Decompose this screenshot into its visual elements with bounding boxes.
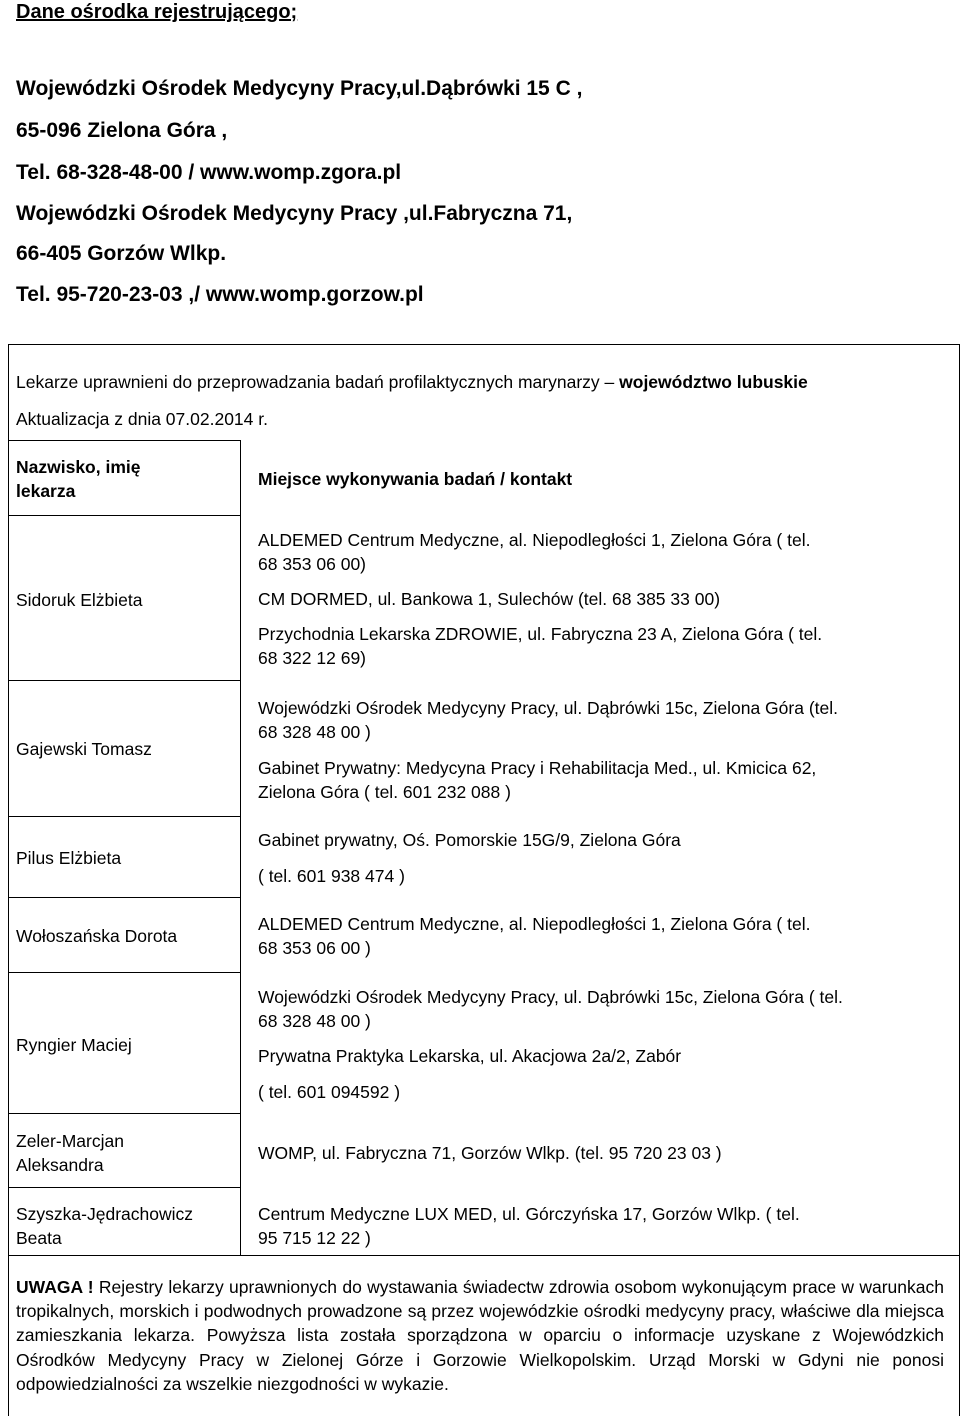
place-line: 68 328 48 00 ) [258, 722, 371, 742]
place-entry [258, 828, 681, 852]
intro-text: Lekarze uprawnieni do przeprowadzania badań profilaktycznych marynarzy [16, 372, 600, 392]
doctor-name-line: Szyszka-Jędrachowicz [16, 1204, 193, 1224]
place-entry [258, 1141, 722, 1165]
row-divider [8, 515, 240, 516]
note-label: UWAGA ! [16, 1277, 94, 1297]
place-entry [258, 528, 810, 576]
place-line: 68 322 12 69) [258, 648, 367, 668]
place-line: 68 353 06 00 ) [258, 938, 371, 958]
row-divider [8, 972, 240, 973]
place-entry [258, 696, 838, 744]
doctor-name: Sidoruk Elżbieta [16, 590, 143, 610]
disclaimer-note [16, 1275, 944, 1396]
place-line: ( tel. 601 938 474 ) [258, 866, 405, 886]
place-entry [258, 587, 720, 611]
intro-line [16, 371, 808, 393]
place-line: Centrum Medyczne LUX MED, ul. Górczyńska 17, Gorzów Wlkp. ( tel. [258, 1204, 800, 1224]
col2-header: Miejsce wykonywania badań / kontakt [258, 469, 573, 489]
update-date: Aktualizacja z dnia 07.02.2014 r. [16, 409, 268, 429]
place-line: WOMP, ul. Fabryczna 71, Gorzów Wlkp. (tel. 95 720 23 03 ) [258, 1143, 722, 1163]
place-line: 68 328 48 00 ) [258, 1011, 371, 1031]
place-line: 68 353 06 00) [258, 554, 367, 574]
row-divider [8, 1187, 240, 1188]
address-line: Tel. 95-720-23-03 ,/ www.womp.gorzow.pl [16, 283, 424, 306]
row-divider [8, 816, 240, 817]
table-left-border [8, 440, 9, 1255]
doctor-name-line: Zeler-Marcjan [16, 1131, 124, 1151]
note-text: Rejestry lekarzy uprawnionych do wystawania świadectw zdrowia osobom wykonującym prace w warunkach tropikalnych, morskich i podwodnych prowadzone są przez wojewódzkie ośrodki medycyny pracy, właściwe dla miejsca zamieszkania lekarza. Powyższa lista została sporządzona w oparciu o informacje uzyskane z Wojewódzkich Ośrodków Medycyny Pracy w Zielonej Górze i Gorzowie Wielkopolskim. Urząd Morski w Gdyni nie ponosi odpowiedzialności za wszelkie niezgodności w wykazie. [16, 1277, 944, 1394]
doctor-name [16, 1202, 193, 1250]
intro-dash: – [604, 372, 615, 392]
place-entry [258, 864, 405, 888]
place-line: Zielona Góra ( tel. 601 232 088 ) [258, 782, 511, 802]
place-entry [258, 756, 816, 804]
doctor-name-line: Aleksandra [16, 1155, 104, 1175]
place-entry [258, 1080, 400, 1104]
place-line: Gabinet Prywatny: Medycyna Pracy i Rehabilitacja Med., ul. Kmicica 62, [258, 758, 817, 778]
place-entry [258, 1044, 681, 1068]
doctor-name: Wołoszańska Dorota [16, 926, 178, 946]
place-line: Przychodnia Lekarska ZDROWIE, ul. Fabryczna 23 A, Zielona Góra ( tel. [258, 624, 823, 644]
address-line: Wojewódzki Ośrodek Medycyny Pracy ,ul.Fabryczna 71, [16, 202, 573, 225]
doctor-name: Ryngier Maciej [16, 1035, 132, 1055]
page-heading: Dane ośrodka rejestrującego; [16, 1, 298, 23]
place-entry [258, 622, 822, 670]
place-entry [258, 985, 843, 1033]
address-line: 66-405 Gorzów Wlkp. [16, 242, 227, 265]
place-line: ALDEMED Centrum Medyczne, al. Niepodległości 1, Zielona Góra ( tel. [258, 530, 811, 550]
place-line: Gabinet prywatny, Oś. Pomorskie 15G/9, Zielona Góra [258, 830, 681, 850]
doctor-name-line: Beata [16, 1228, 62, 1248]
table-top-border [8, 440, 240, 441]
intro-region: województwo lubuskie [619, 372, 808, 392]
place-entry [258, 912, 810, 960]
row-divider [8, 680, 240, 681]
place-line: 95 715 12 22 ) [258, 1228, 371, 1248]
col1-header-line: lekarza [16, 481, 76, 501]
place-entry [258, 1202, 800, 1250]
address-line: Tel. 68-328-48-00 / www.womp.zgora.pl [16, 161, 402, 184]
place-line: Wojewódzki Ośrodek Medycyny Pracy, ul. Dąbrówki 15c, Zielona Góra ( tel. [258, 987, 843, 1007]
row-divider [8, 897, 240, 898]
col1-header-line: Nazwisko, imię [16, 457, 141, 477]
place-line: Prywatna Praktyka Lekarska, ul. Akacjowa 2a/2, Zabór [258, 1046, 682, 1066]
col1-header [16, 455, 141, 503]
table-bottom-border [8, 1255, 960, 1256]
doctor-name: Pilus Elżbieta [16, 848, 122, 868]
address-line: 65-096 Zielona Góra , [16, 119, 228, 142]
place-line: Wojewódzki Ośrodek Medycyny Pracy, ul. Dąbrówki 15c, Zielona Góra (tel. [258, 698, 838, 718]
doctor-name: Gajewski Tomasz [16, 739, 152, 759]
doctor-name [16, 1129, 124, 1177]
address-line: Wojewódzki Ośrodek Medycyny Pracy,ul.Dąbrówki 15 C , [16, 77, 583, 100]
place-line: ( tel. 601 094592 ) [258, 1082, 401, 1102]
place-line: ALDEMED Centrum Medyczne, al. Niepodległości 1, Zielona Góra ( tel. [258, 914, 811, 934]
table-column-divider [240, 440, 241, 1255]
place-line: CM DORMED, ul. Bankowa 1, Sulechów (tel. 68 385 33 00) [258, 589, 721, 609]
row-divider [8, 1113, 240, 1114]
